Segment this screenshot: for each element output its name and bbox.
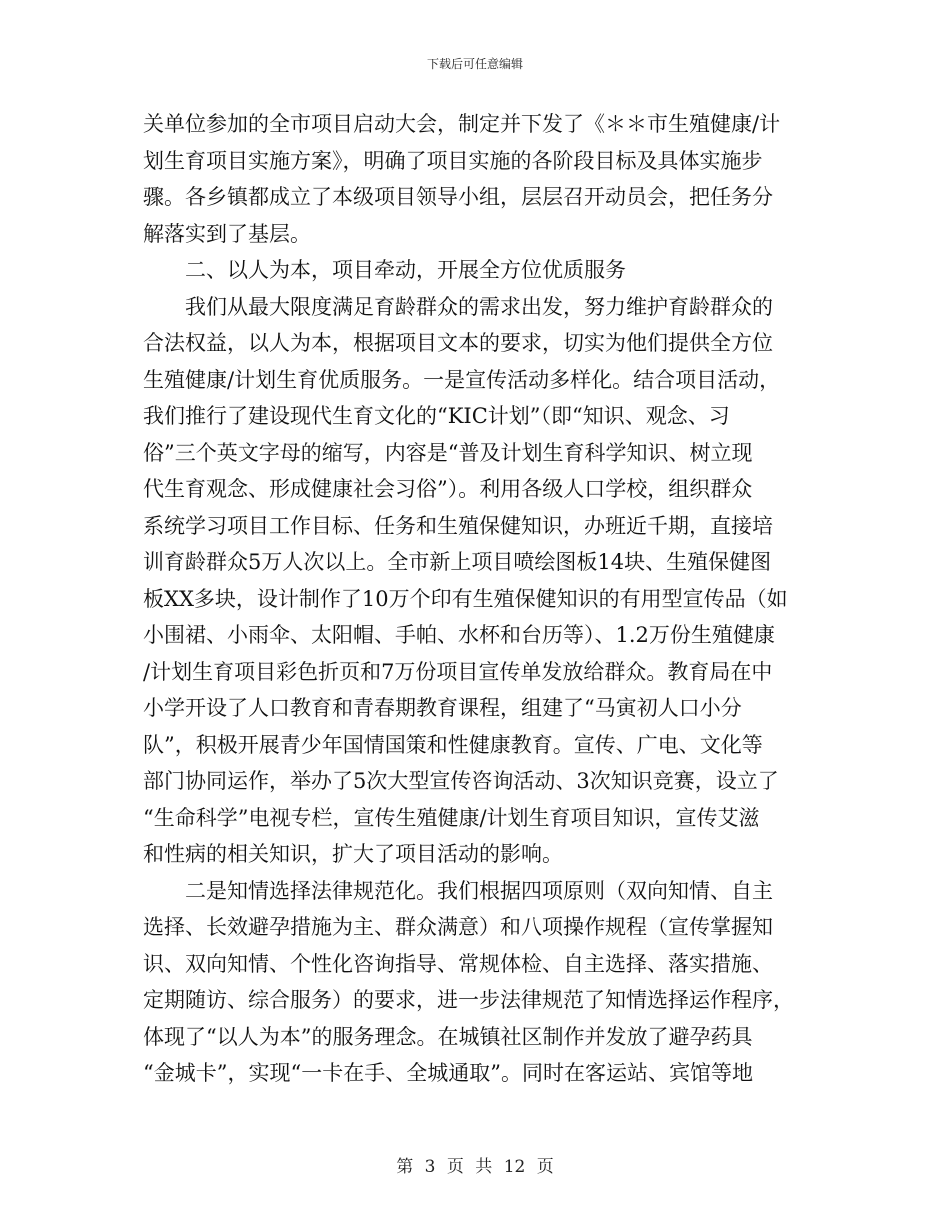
text-line: /计划生育项目彩色折页和7万份项目宣传单发放给群众。教育局在中	[143, 659, 773, 684]
text-line: 识、双向知情、个性化咨询指导、常规体检、自主选择、落实措施、	[143, 951, 773, 976]
text-line: 骤。各乡镇都成立了本级项目领导小组，层层召开动员会，把任务分	[143, 185, 773, 209]
text-line: 代生育观念、形成健康社会习俗”）。利用各级人口学校，组织群众	[143, 477, 753, 501]
text-line: 二是知情选择法律规范化。我们根据四项原则（双向知情、自主	[143, 878, 773, 903]
text-line: “金城卡”，实现“一卡在手、全城通取”。同时在客运站、宾馆等地	[143, 1061, 753, 1085]
text-line: 系统学习项目工作目标、任务和生殖保健知识，办班近千期，直接培	[143, 513, 773, 538]
text-line: 定期随访、综合服务）的要求，进一步法律规范了知情选择运作程序，	[143, 988, 794, 1012]
text-line: 选择、长效避孕措施为主、群众满意）和八项操作规程（宣传掌握知	[143, 915, 773, 939]
text-line: 关单位参加的全市项目启动大会，制定并下发了《＊＊市生殖健康/计	[143, 112, 781, 136]
text-line: 和性病的相关知识，扩大了项目活动的影响。	[143, 842, 563, 866]
page-header-note: 下载后可任意编辑	[426, 57, 523, 71]
text-line: 生殖健康/计划生育优质服务。一是宣传活动多样化。结合项目活动，	[143, 367, 781, 392]
text-line: 我们从最大限度满足育龄群众的需求出发，努力维护育龄群众的	[143, 294, 773, 319]
text-line: 我们推行了建设现代生育文化的“KIC计划”（即“知识、观念、习	[143, 404, 730, 428]
text-line: 小围裙、小雨伞、太阳帽、手帕、水杯和台历等）、1.2万份生殖健康	[143, 623, 775, 647]
page-footer: 第 3 页 共 12 页	[396, 1157, 554, 1177]
text-line: 板XX多块，设计制作了10万个印有生殖保健知识的有用型宣传品（如	[143, 586, 788, 611]
text-line: 部门协同运作，举办了5次大型宣传咨询活动、3次知识竞赛，设立了	[143, 769, 779, 793]
document-body	[143, 106, 815, 1092]
text-line: “生命科学”电视专栏，宣传生殖健康/计划生育项目知识，宣传艾滋	[143, 805, 760, 830]
text-line: 合法权益，以人为本，根据项目文本的要求，切实为他们提供全方位	[143, 331, 773, 355]
text-line: 解落实到了基层。	[143, 221, 311, 246]
text-line: 划生育项目实施方案》，明确了项目实施的各阶段目标及具体实施步	[143, 148, 763, 173]
text-line: 队”，积极开展青少年国情国策和性健康教育。宣传、广电、文化等	[143, 732, 763, 757]
text-line: 训育龄群众5万人次以上。全市新上项目喷绘图板14块、生殖保健图	[143, 550, 772, 574]
text-line: 二、以人为本，项目牵动，开展全方位优质服务	[143, 258, 626, 282]
text-line: 体现了“以人为本”的服务理念。在城镇社区制作并发放了避孕药具	[143, 1024, 753, 1049]
text-line: 俗”三个英文字母的缩写，内容是“普及计划生育科学知识、树立现	[143, 440, 753, 465]
text-line: 小学开设了人口教育和青春期教育课程，组建了“马寅初人口小分	[143, 696, 742, 720]
